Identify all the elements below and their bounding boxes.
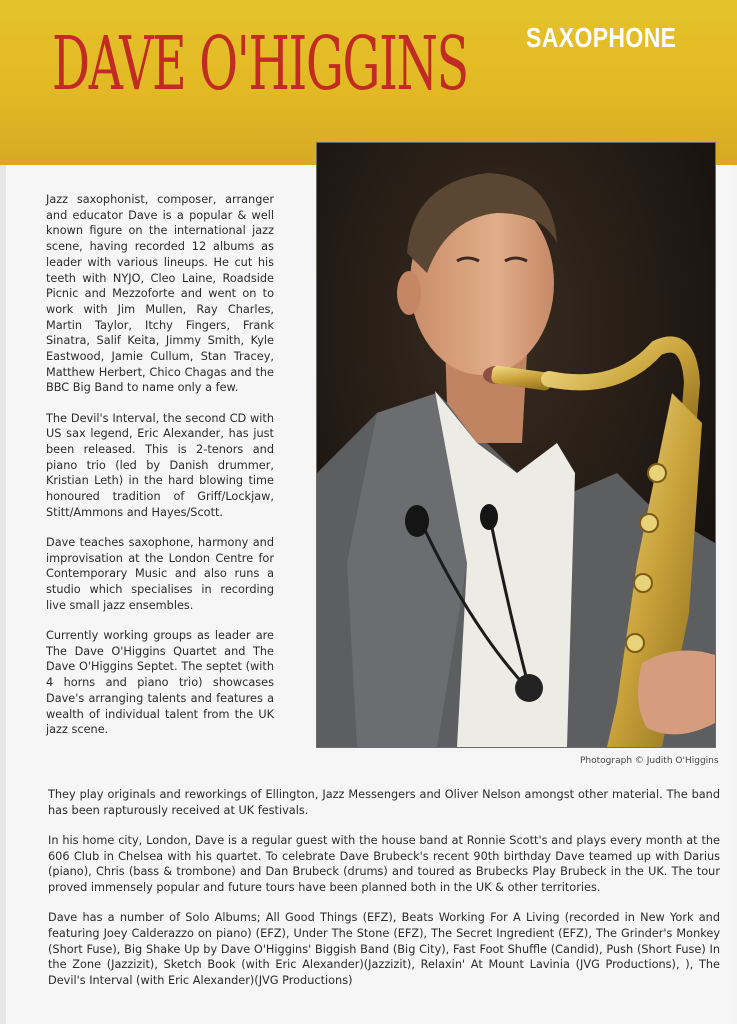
- wide-paragraph-3: Dave has a number of Solo Albums; All Good Things (EFZ), Beats Working For A Living (recorded in New York and featuring Joey Calderazzo on piano) (EFZ), Under The Stone (EFZ), The Secret Ingredient (EFZ), The Grinder's Monkey (Short Fuse), Big Shake Up by Dave O'Higgins' Biggish Band (Big City), Fast Foot Shuffle (Candid), Push (Short Fuse) In the Zone (Jazzizit), Sketch Book (with Eric Alexander)(Jazzizit), Relaxin' At Mount Lavinia (JVG Productions), ), The Devil's Interval (with Eric Alexander)(JVG Productions): [48, 911, 720, 988]
- bio-paragraph-4: Currently working groups as leader are The Dave O'Higgins Quartet and The Dave O'Higgins Septet. The septet (with 4 horns and piano trio) showcases Dave's arranging talents and features a wealth of individual talent from the UK jazz scene.: [46, 629, 274, 737]
- instrument-label: SAXOPHONE: [526, 22, 677, 53]
- bio-column: [46, 192, 274, 753]
- bio-paragraph-2: The Devil's Interval, the second CD with US sax legend, Eric Alexander, has just been released. This is 2-tenors and piano trio (led by Danish drummer, Kristian Leth) in the hard blowing time honoured tradition of Griff/Lockjaw, Stitt/Ammons and Hayes/Scott.: [46, 411, 274, 519]
- photo-illustration: [317, 143, 715, 747]
- bio-wide-section: [48, 787, 720, 1003]
- header-band: [0, 0, 737, 165]
- bio-paragraph-1: Jazz saxophonist, composer, arranger and educator Dave is a popular & well known figure on the international jazz scene, having recorded 12 albums as leader with various lineups. He cut his teeth with NYJO, Cleo Laine, Roadside Picnic and Mezzoforte and went on to work with Jim Mullen, Ray Charles, Martin Taylor, Itchy Fingers, Frank Sinatra, Salif Keita, Jimmy Smith, Kyle Eastwood, Jamie Cullum, Stan Tracey, Matthew Herbert, Chico Chagas and the BBC Big Band to name only a few.: [46, 193, 274, 395]
- wide-paragraph-1: They play originals and reworkings of Ellington, Jazz Messengers and Oliver Nelson amongst other material. The band has been rapturously received at UK festivals.: [48, 788, 720, 817]
- bio-paragraph-3: Dave teaches saxophone, harmony and improvisation at the London Centre for Contemporary Music and also runs a studio which specialises in recording live small jazz ensembles.: [46, 536, 274, 612]
- photo-credit: Photograph © Judith O'Higgins: [580, 756, 719, 766]
- page-title: DAVE O'HIGGINS: [52, 21, 468, 107]
- wide-paragraph-2: In his home city, London, Dave is a regular guest with the house band at Ronnie Scott's and plays every month at the 606 Club in Chelsea with his quartet. To celebrate Dave Brubeck's recent 90th birthday Dave teamed up with Darius (piano), Chris (bass & trombone) and Dan Brubeck (drums) and toured as Brubecks Play Brubeck in the UK. The tour proved immensely popular and future tours have been planned both in the UK & other territories.: [48, 833, 720, 895]
- saxophonist-photo: [316, 142, 716, 748]
